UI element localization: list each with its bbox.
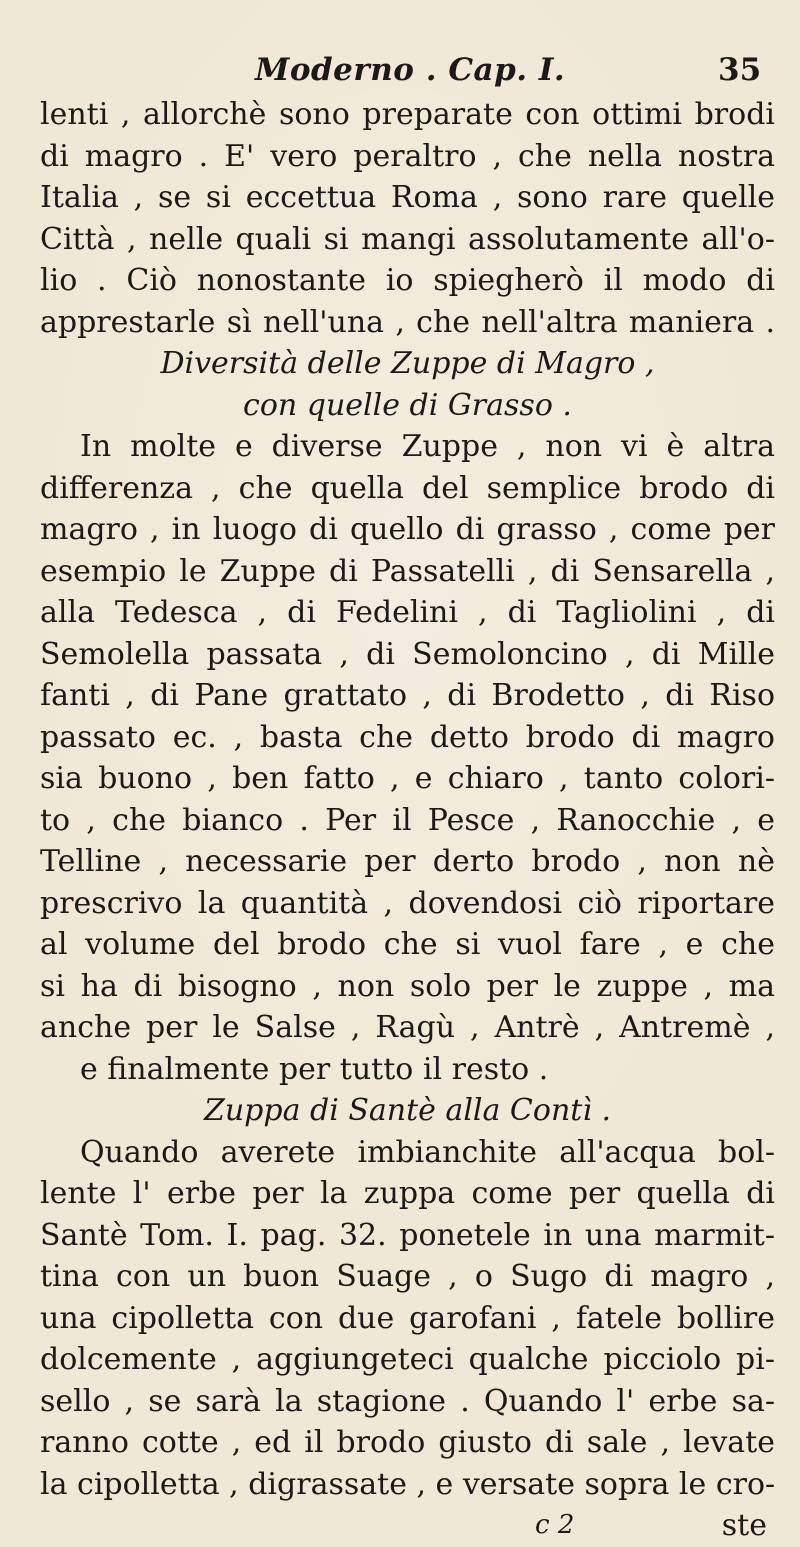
text-block (40, 94, 775, 1547)
page-header (0, 52, 800, 96)
text-line: prescrivo la quantità , dovendosi ciò riportare (40, 885, 775, 921)
text-line: si ha di bisogno , non solo per le zuppe , ma (40, 968, 775, 1004)
text-line: Telline , necessarie per derto brodo , non nè (40, 844, 775, 879)
text-line: fanti , di Pane grattato , di Brodetto , di Riso (40, 678, 775, 713)
text-line: Santè Tom. I. pag. 32. ponetele in una marmit- (40, 1217, 775, 1253)
text-line: apprestarle sì nell'una , che nell'altra maniera . (40, 304, 775, 340)
catchword: ste (721, 1508, 767, 1543)
running-title: Moderno . Cap. I. (255, 52, 566, 88)
text-line: magro , in luogo di quello di grasso , come per (40, 512, 775, 547)
text-line: to , che bianco . Per il Pesce , Ranocchie , e (40, 802, 775, 838)
text-line: lenti , allorchè sono preparate con ottimi brodi (40, 97, 775, 132)
text-line: alla Tedesca , di Fedelini , di Tagliolini , di (40, 595, 775, 630)
text-line: Quando averete imbianchite all'acqua bol- (80, 1134, 775, 1170)
signature-line (40, 1505, 775, 1547)
text-line: dolcemente , aggiungeteci qualche picciolo pi- (40, 1342, 775, 1377)
text-line: differenza , che quella del semplice brodo di (40, 470, 775, 506)
text-line: al volume del brodo che si vuol fare , e che (40, 927, 775, 962)
section-heading: Zuppa di Santè alla Contì . (204, 1093, 611, 1128)
text-line: Semolella passata , di Semoloncino , di Mille (40, 636, 775, 672)
text-line: lente l' erbe per la zuppa come per quella di (40, 1176, 775, 1211)
text-line: sello , se sarà la stagione . Quando l' erbe sa- (40, 1383, 775, 1419)
page-number: 35 (718, 52, 762, 88)
section-heading-continued: con quelle di Grasso . (243, 387, 572, 423)
text-line: una cipolletta con due garofani , fatele bollire (40, 1300, 775, 1336)
text-line: la cipolletta , digrassate , e versate sopra le cro- (40, 1466, 775, 1502)
signature-mark: c 2 (535, 1510, 575, 1540)
text-line: e finalmente per tutto il resto . (80, 1051, 549, 1087)
text-line: anche per le Salse , Ragù , Antrè , Antremè , (40, 1010, 775, 1045)
text-line: passato ec. , basta che detto brodo di magro (40, 719, 775, 755)
text-line: Città , nelle quali si mangi assolutamente all'o- (40, 221, 775, 257)
text-line: Italia , se si eccettua Roma , sono rare quelle (40, 180, 775, 215)
text-line: In molte e diverse Zuppe , non vi è altra (80, 429, 775, 464)
text-line: tina con un buon Suage , o Sugo di magro , (40, 1259, 775, 1294)
text-line: esempio le Zuppe di Passatelli , di Sensarella , (40, 553, 775, 589)
text-line: lio . Ciò nonostante io spiegherò il modo di (40, 263, 775, 298)
text-line: sia buono , ben fatto , e chiaro , tanto colori- (40, 761, 775, 796)
text-line: di magro . E' vero peraltro , che nella nostra (40, 138, 775, 174)
text-line: ranno cotte , ed il brodo giusto di sale , levate (40, 1425, 775, 1460)
section-heading: Diversità delle Zuppe di Magro , (160, 346, 655, 381)
